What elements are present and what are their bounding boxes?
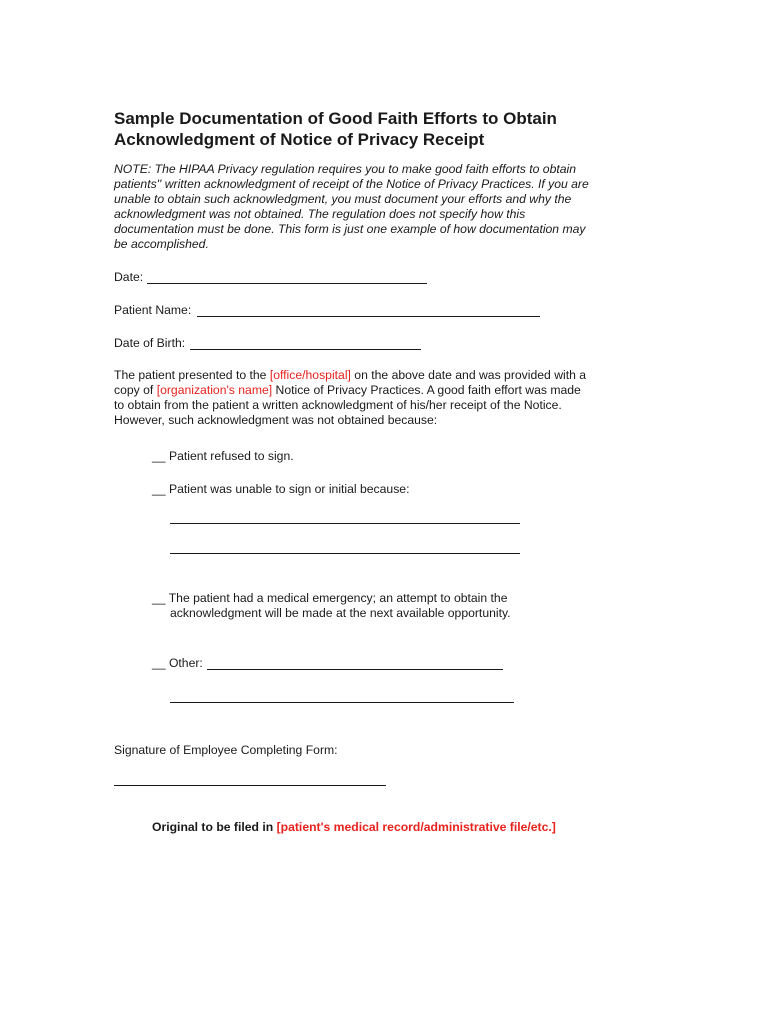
date-label: Date: (114, 270, 144, 284)
note-line: patients'' written acknowledgment of receipt of the Notice of Privacy Practices. If you are (114, 177, 589, 191)
signature-field[interactable] (114, 785, 386, 786)
paragraph-line: The patient presented to the [office/hospital] on the above date and was provided with a (114, 368, 587, 382)
other-field-line-1[interactable] (207, 669, 503, 670)
note-line: NOTE: The HIPAA Privacy regulation requires you to make good faith efforts to obtain (114, 162, 576, 176)
paragraph-line: However, such acknowledgment was not obtained because: (114, 413, 438, 427)
unable-reason-line-2[interactable] (170, 553, 520, 554)
other-field-line-2[interactable] (170, 702, 514, 703)
paragraph-line: to obtain from the patient a written acknowledgment of his/her receipt of the Notice. (114, 398, 562, 412)
patient-name-label: Patient Name: (114, 303, 192, 317)
unable-reason-line-1[interactable] (170, 523, 520, 524)
option-other[interactable]: __ Other: (152, 656, 203, 670)
option-unable[interactable]: __ Patient was unable to sign or initial because: (152, 482, 410, 496)
filing-location-placeholder: [patient's medical record/administrative file/etc.] (276, 820, 556, 834)
hipaa-note (114, 162, 614, 252)
title-line-2: Acknowledgment of Notice of Privacy Receipt (114, 130, 485, 149)
office-hospital-placeholder: [office/hospital] (269, 368, 351, 382)
paragraph-line: copy of [organization's name] Notice of Privacy Practices. A good faith effort was made (114, 383, 581, 397)
title-line-1: Sample Documentation of Good Faith Efforts to Obtain (114, 109, 557, 128)
note-line: be accomplished. (114, 237, 209, 251)
note-line: acknowledgment was not obtained. The regulation does not specify how this (114, 207, 526, 221)
note-line: documentation must be done. This form is just one example of how documentation may (114, 222, 586, 236)
note-line: unable to obtain such acknowledgment, you must document your efforts and why the (114, 192, 572, 206)
date-field[interactable] (147, 283, 427, 284)
form-title (114, 108, 557, 150)
option-emergency[interactable]: __ The patient had a medical emergency; an attempt to obtain the acknowledgment will be made at the next available opportunity. (152, 591, 511, 620)
option-refused[interactable]: __ Patient refused to sign. (152, 449, 294, 463)
filing-instruction: Original to be filed in [patient's medical record/administrative file/etc.] (152, 820, 556, 834)
patient-name-field[interactable] (197, 316, 540, 317)
organization-name-placeholder: [organization's name] (156, 383, 273, 397)
dob-label: Date of Birth: (114, 336, 186, 350)
explanation-paragraph (114, 368, 614, 428)
signature-label: Signature of Employee Completing Form: (114, 743, 338, 757)
dob-field[interactable] (190, 349, 421, 350)
